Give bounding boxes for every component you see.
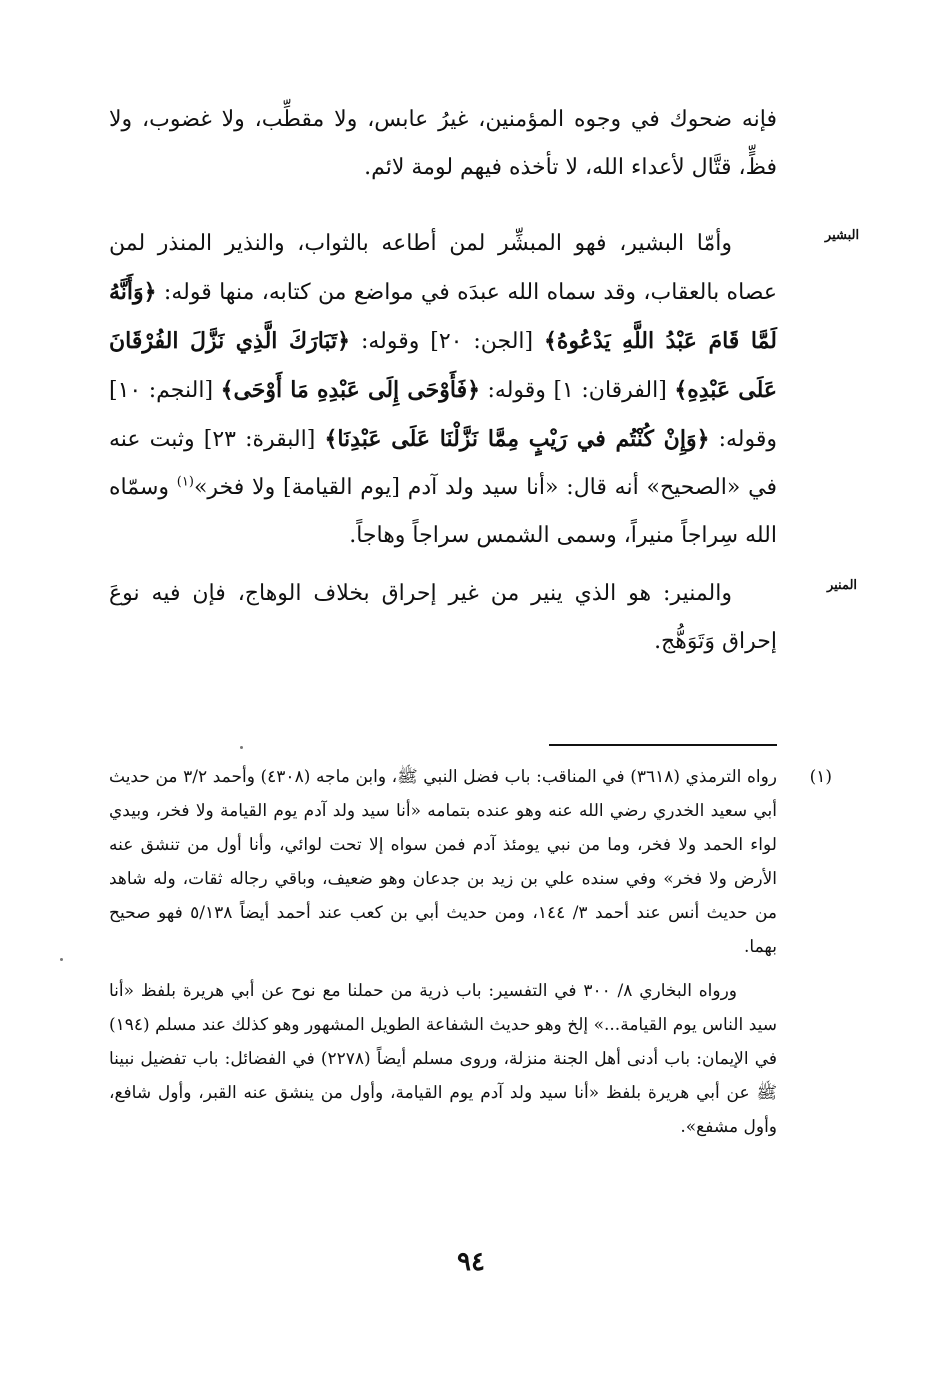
footnote-marker: (١) xyxy=(809,767,832,787)
footnotes xyxy=(109,760,832,1144)
quran-verse-baqara: ﴿وَإِنْ كُنْتُم في رَيْبٍ مِمَّا نَزَّلْنَا عَلَى عَبْدِنَا﴾ xyxy=(324,426,710,452)
scan-speck xyxy=(60,958,63,961)
footnote-1 xyxy=(109,760,832,1144)
footnote-separator xyxy=(549,744,777,746)
bashir-text-5: [البقرة: ٢٣] وثبت عنه في «الصحيح» أنه قال: «أنا سيد ولد آدم [يوم القيامة] ولا فخر» xyxy=(109,427,777,500)
margin-label-munir: المنير xyxy=(826,578,858,593)
paragraph-bashir xyxy=(109,220,777,560)
bashir-text xyxy=(109,220,777,560)
page-number: ٩٤ xyxy=(457,1247,485,1277)
quran-verse-najm: ﴿فَأَوْحَى إِلَى عَبْدِهِ مَا أَوْحَى﴾ xyxy=(220,377,480,403)
quran-verse-jinn: ﴿وَأَنَّهُ لَمَّا قَامَ عَبْدُ اللَّهِ يَدْعُوهُ﴾ xyxy=(109,279,777,354)
footnote-body xyxy=(109,760,777,1144)
paragraph-munir xyxy=(109,570,777,666)
bashir-text-3: [الفرقان: ١] وقوله: xyxy=(480,378,675,403)
footnote-part-2: ورواه البخاري ٨/ ٣٠٠ في التفسير: باب ذرية من حملنا مع نوح عن أبي هريرة بلفظ «أنا سيد الناس يوم القيامة...» إلخ وهو حديث الشفاعة الطويل المشهور وهو كذلك عند مسلم (١٩٤) في الإيمان: باب أدنى أهل الجنة منزلة، وروى مسلم أيضاً (٢٢٧٨) في الفضائل: باب تفضيل نبينا ﷺ عن أبي هريرة بلفظ «أنا سيد ولد آدم يوم القيامة، وأول من ينشق عنه القبر، وأول شافع، وأول مشفع». xyxy=(109,981,777,1137)
munir-text: والمنير: هو الذي ينير من غير إحراق بخلاف الوهاج، فإن فيه نوعَ إحراق وَتَوَهُّج. xyxy=(109,581,777,654)
bashir-text-4: [النجم: ١٠] وقوله: xyxy=(109,378,777,452)
intro-text: فإنه ضحوك في وجوه المؤمنين، غيرُ عابس، ولا مقطِّب، ولا غضوب، ولا فظٍّ، قتَّال لأعداء الله، لا تأخذه فيهم لومة لائم. xyxy=(109,107,777,180)
quran-verse-furqan: ﴿تَبَارَكَ الَّذِي نَزَّلَ الفُرْقَانَ عَلَى عَبْدِهِ﴾ xyxy=(109,328,777,403)
bashir-text-1: وأمّا البشير، فهو المبشِّر لمن أطاعه بالثواب، والنذير المنذر لمن عصاه بالعقاب، وقد سماه الله عبدَه في مواضع من كتابه، منها قوله: xyxy=(109,231,777,305)
footnote-part-1: رواه الترمذي (٣٦١٨) في المناقب: باب فضل النبي ﷺ، وابن ماجه (٤٣٠٨) وأحمد ٣/٢ من حديث أبي سعيد الخدري رضي الله عنه وهو عنده بتمامه «أنا سيد ولد آدم يوم القيامة ولا فخر، وبيدي لواء الحمد ولا فخر، وما من نبي يومئذ آدم فمن سواه إلا تحت لوائي، وأنا أول من تنشق عنه الأرض ولا فخر» وفي سنده علي بن زيد بن جدعان وهو ضعيف، وباقي رجاله ثقات، وله شاهد من حديث أنس عند أحمد ٣/ ١٤٤، ومن حديث أبي بن كعب عند أحمد أيضاً ٥/١٣٨ فهو صحيح بهما. xyxy=(109,767,777,957)
paragraph-intro xyxy=(109,96,777,192)
footnote-reference[interactable]: (١) xyxy=(176,474,194,490)
scan-speck xyxy=(240,746,243,749)
margin-label-bashir: البشير xyxy=(824,228,860,243)
bashir-text-6: وسمّاه الله سِراجاً منيراً، وسمى الشمس سراجاً وهاجاً. xyxy=(109,475,777,548)
bashir-text-2: [الجن: ٢٠] وقوله: xyxy=(350,329,545,354)
